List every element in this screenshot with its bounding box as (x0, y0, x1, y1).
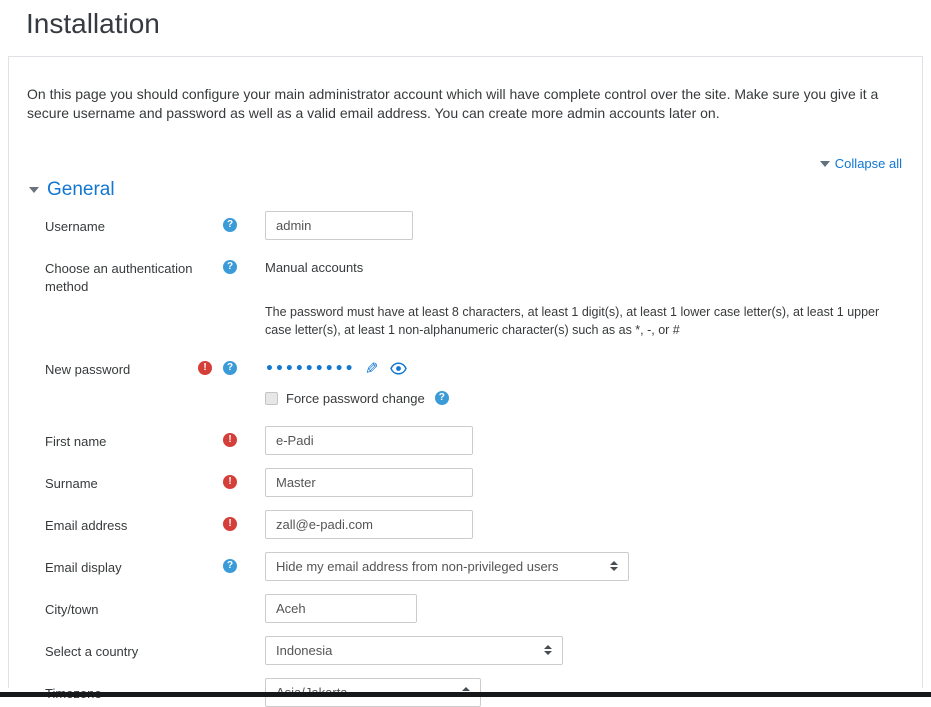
row-email (45, 510, 904, 539)
auth-method-icons (197, 253, 265, 296)
email-label: Email address (45, 517, 128, 533)
username-icons (197, 211, 265, 240)
help-icon[interactable]: ? (435, 391, 449, 405)
select-arrows-icon (610, 561, 618, 571)
country-selected-value: Indonesia (276, 642, 333, 658)
row-country (45, 636, 904, 665)
username-input[interactable] (265, 211, 413, 240)
row-email-display (45, 552, 904, 581)
force-password-change-checkbox[interactable] (265, 392, 278, 405)
section-title: General (47, 178, 115, 200)
city-input[interactable] (265, 594, 417, 623)
username-label: Username (45, 218, 105, 234)
row-force-password-change (45, 391, 904, 406)
admin-account-notice: On this page you should configure your main administrator account which will have complete control over the site. Make sure you give it a secure username and password as well as a valid email address. You can create more admin accounts later on. (27, 86, 879, 122)
collapse-all-label: Collapse all (834, 156, 902, 172)
first-name-input[interactable] (265, 426, 473, 455)
row-username (45, 211, 904, 240)
surname-icons (197, 468, 265, 497)
surname-input[interactable] (265, 468, 473, 497)
help-icon[interactable]: ? (223, 559, 237, 573)
row-new-password (45, 354, 904, 379)
required-icon: ! (223, 433, 237, 447)
required-icon: ! (223, 517, 237, 531)
city-icons (197, 594, 265, 623)
first-name-icons (197, 426, 265, 455)
help-icon[interactable]: ? (223, 361, 237, 375)
force-password-change-wrap (265, 391, 904, 406)
select-arrows-icon (544, 645, 552, 655)
surname-label: Surname (45, 475, 98, 491)
edit-pencil-icon[interactable]: ✎ (364, 358, 378, 378)
first-name-label: First name (45, 433, 107, 449)
row-password-hint (45, 304, 904, 339)
help-icon[interactable]: ? (223, 260, 237, 274)
password-widget (265, 354, 904, 379)
collapse-all-link[interactable] (820, 156, 902, 171)
auth-method-value: Manual accounts (265, 259, 364, 275)
installation-form-panel (8, 56, 923, 688)
email-display-label: Email display (45, 559, 122, 575)
password-requirements-text: The password must have at least 8 characters, at least 1 digit(s), at least 1 lower case letter(s), at least 1 upper case letter(s), at least 1 non-alphanumeric character(s) such as as *, -, or # (265, 305, 880, 337)
row-first-name (45, 426, 904, 455)
chevron-down-icon (820, 161, 830, 167)
email-input[interactable] (265, 510, 473, 539)
row-surname (45, 468, 904, 497)
row-auth-method (45, 253, 904, 296)
country-select[interactable] (265, 636, 563, 665)
chevron-down-icon (29, 187, 39, 193)
section-header-general[interactable] (27, 179, 904, 201)
general-form (45, 211, 904, 707)
new-password-icons (197, 354, 265, 379)
new-password-label: New password (45, 362, 131, 378)
required-icon: ! (198, 361, 212, 375)
email-display-select[interactable] (265, 552, 629, 581)
auth-method-label: Choose an authentication method (45, 260, 193, 295)
email-display-icons (197, 552, 265, 581)
country-label: Select a country (45, 643, 139, 659)
row-city (45, 594, 904, 623)
password-masked-value: ••••••••• (265, 360, 355, 377)
collapse-all-row (27, 154, 904, 172)
email-icons (197, 510, 265, 539)
email-display-selected-value: Hide my email address from non-privileged users (276, 558, 559, 574)
reveal-eye-icon[interactable] (390, 362, 407, 375)
help-icon[interactable]: ? (223, 218, 237, 232)
required-icon: ! (223, 475, 237, 489)
country-icons (197, 636, 265, 665)
force-password-change-label: Force password change (286, 390, 425, 406)
city-label: City/town (45, 601, 99, 617)
bottom-edge-bar (0, 692, 931, 697)
page-title: Installation (26, 8, 160, 39)
